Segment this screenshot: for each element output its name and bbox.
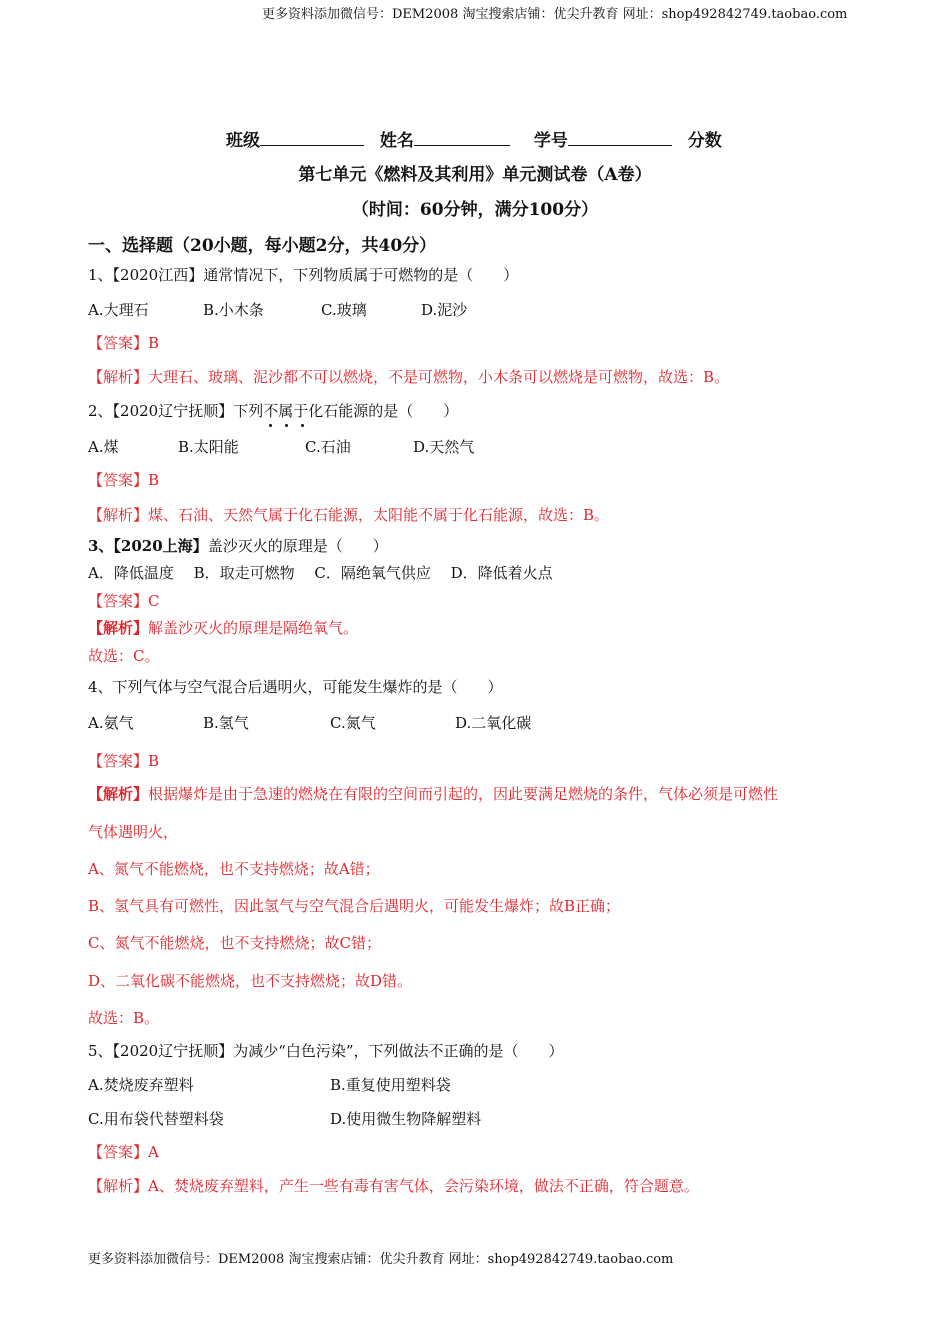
q3-analysis: [88, 617, 358, 638]
id-label: 学号: [533, 131, 568, 151]
q2-stem-start: 2、【2020辽宁抚顺】下列: [88, 402, 264, 420]
q5-option-c: C.用布袋代替塑料袋: [88, 1110, 224, 1128]
page-footer: 更多资料添加微信号：DEM2008 淘宝搜索店铺：优尖升教育 网址：shop492842749.taobao.com: [88, 1252, 674, 1267]
class-label: 班级: [226, 131, 260, 151]
q3-answer: 【答案】C: [88, 592, 160, 610]
exam-subtitle: （时间：60分钟，满分100分）: [351, 200, 599, 220]
q4-option-a: A.氨气: [88, 714, 134, 732]
q2-stem-end: 化石能源的是（ ）: [308, 402, 459, 420]
score-label: 分数: [687, 131, 722, 151]
class-blank[interactable]: [260, 129, 364, 146]
q4-line-b: B、氢气具有可燃性，因此氢气与空气混合后遇明火，可能发生爆炸；故B正确；: [88, 897, 621, 915]
q4-option-c: C.氮气: [330, 714, 376, 732]
q5-option-a: A.焚烧废弃塑料: [88, 1076, 194, 1094]
q1-option-d: D.泥沙: [421, 301, 468, 319]
q4-line-a: A、氮气不能燃烧，也不支持燃烧；故A错；: [88, 860, 380, 878]
q4-analysis-text: 根据爆炸是由于急速的燃烧在有限的空间而引起的，因此要满足燃烧的条件，气体必须是可燃性: [148, 785, 779, 803]
q4-answer: 【答案】B: [88, 752, 160, 770]
page-header: 更多资料添加微信号：DEM2008 淘宝搜索店铺：优尖升教育 网址：shop492842749.taobao.com: [262, 7, 848, 22]
q2-emphasis: [263, 400, 308, 421]
q1-stem: 1、【2020江西】通常情况下，下列物质属于可燃物的是（ ）: [88, 266, 519, 284]
q2-option-a: A.煤: [88, 438, 119, 456]
q1-analysis: 【解析】大理石、玻璃、泥沙都不可以燃烧，不是可燃物，小木条可以燃烧是可燃物，故选：B。: [88, 368, 730, 386]
q3-stem-text: 盖沙灭火的原理是（ ）: [207, 537, 388, 555]
q4-stem: 4、下列气体与空气混合后遇明火，可能发生爆炸的是（ ）: [88, 678, 503, 696]
q1-option-a: A.大理石: [88, 301, 149, 319]
q3-stem: [88, 535, 388, 556]
student-info-line: [226, 126, 722, 151]
section-heading: 一、选择题（20小题，每小题2分，共40分）: [88, 236, 437, 256]
name-blank[interactable]: [414, 129, 510, 146]
q5-option-d: D.使用微生物降解塑料: [330, 1110, 482, 1128]
q3-analysis-text: 解盖沙灭火的原理是隔绝氧气。: [148, 619, 359, 637]
exam-title: 第七单元《燃料及其利用》单元测试卷（A卷）: [298, 165, 652, 185]
q4-analysis-label: 【解析】: [88, 785, 149, 803]
q3-options: A．降低温度 B．取走可燃物 C．隔绝氧气供应 D．降低着火点: [88, 564, 553, 582]
q4-conclusion: 故选：B。: [88, 1009, 160, 1027]
q1-option-c: C.玻璃: [321, 301, 367, 319]
q3-conclusion: 故选：C。: [88, 647, 160, 665]
q1-option-b: B.小木条: [203, 301, 264, 319]
q5-option-b: B.重复使用塑料袋: [330, 1076, 451, 1094]
q4-analysis-line2: 气体遇明火，: [88, 823, 179, 841]
q4-line-d: D、二氧化碳不能燃烧，也不支持燃烧；故D错。: [88, 972, 413, 990]
q4-line-c: C、氮气不能燃烧，也不支持燃烧；故C错；: [88, 934, 381, 952]
q5-answer: 【答案】A: [88, 1143, 159, 1161]
q2-stem: [88, 400, 458, 421]
q2-option-c: C.石油: [305, 438, 351, 456]
q3-analysis-label: 【解析】: [88, 619, 149, 637]
q2-emphasis-text: 不属于: [263, 402, 309, 420]
q4-option-d: D.二氧化碳: [455, 714, 532, 732]
q5-stem: 5、【2020辽宁抚顺】为减少“白色污染”，下列做法不正确的是（ ）: [88, 1042, 564, 1060]
q2-analysis: 【解析】煤、石油、天然气属于化石能源，太阳能不属于化石能源，故选：B。: [88, 506, 610, 524]
q4-option-b: B.氢气: [203, 714, 249, 732]
q3-stem-number: 3、【2020上海】: [88, 537, 208, 555]
q1-answer: 【答案】B: [88, 334, 160, 352]
q4-analysis-line1: [88, 783, 778, 804]
q5-analysis: 【解析】A、焚烧废弃塑料，产生一些有毒有害气体，会污染环境，做法不正确，符合题意。: [88, 1177, 699, 1195]
q2-option-d: D.天然气: [413, 438, 475, 456]
q2-answer: 【答案】B: [88, 471, 160, 489]
q2-option-b: B.太阳能: [178, 438, 239, 456]
id-blank[interactable]: [568, 129, 672, 146]
name-label: 姓名: [379, 131, 414, 151]
